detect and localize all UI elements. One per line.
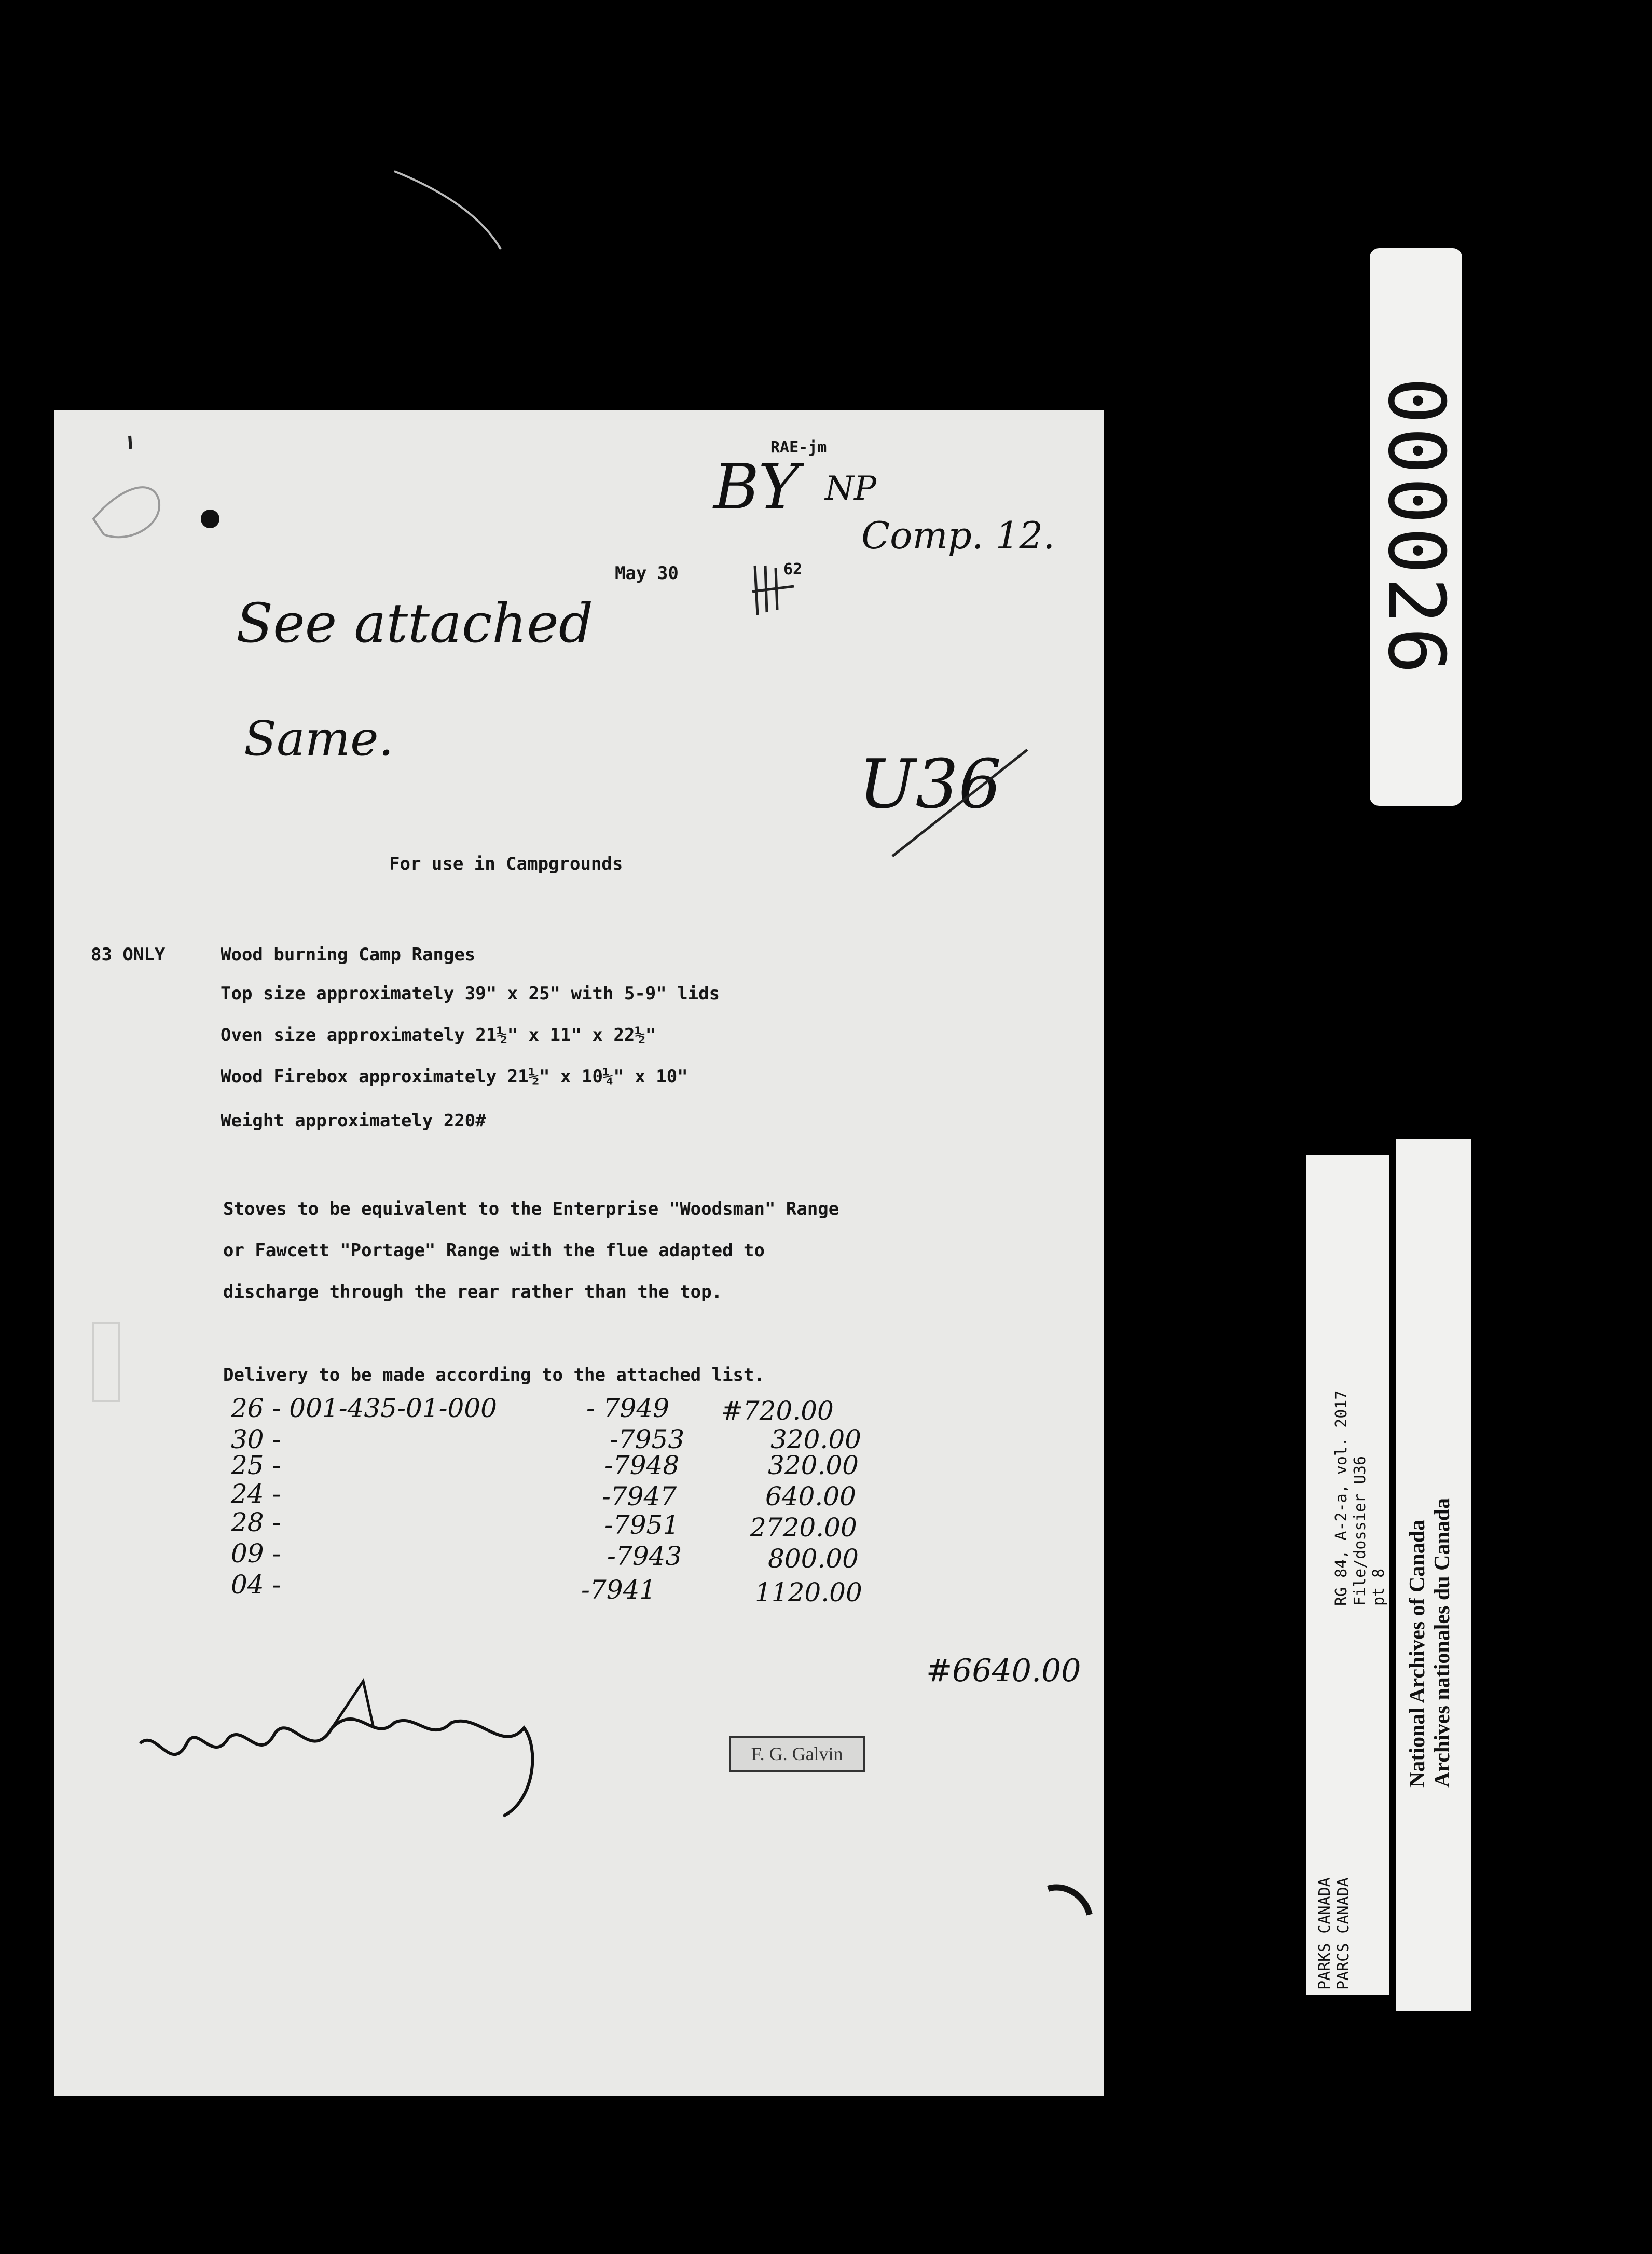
handwritten-file-code: U36 — [859, 745, 1001, 823]
delivery-line: Delivery to be made according to the attached list. — [223, 1365, 765, 1385]
account-row-number: -7943 — [607, 1541, 682, 1571]
account-row-code: 09 - — [231, 1538, 281, 1569]
account-row-amount: 2720.00 — [750, 1513, 857, 1543]
handwritten-see-attached: See attached — [236, 592, 594, 655]
document-date: May 30 — [615, 563, 679, 584]
account-row-amount: #720.00 — [721, 1396, 834, 1426]
frame-number: 000026 — [1371, 377, 1461, 677]
paragraph-line: or Fawcett "Portage" Range with the flue adapted to — [223, 1240, 765, 1261]
account-row-code: 28 - — [231, 1507, 281, 1537]
parks-canada-label: PARKS CANADA PARCS CANADA — [1316, 1877, 1353, 1990]
handwritten-same: Same. — [244, 711, 394, 766]
institution-label — [1396, 1139, 1471, 2011]
handwritten-total: #6640.00 — [926, 1653, 1081, 1689]
account-row-code: 26 - 001-435-01-000 — [231, 1393, 497, 1423]
account-row-amount: 1120.00 — [755, 1577, 862, 1607]
account-row-code: 04 - — [231, 1570, 281, 1600]
record-group-reference: RG 84, A-2-a, vol. 2017 File/dossier U36 pt 8 — [1332, 1390, 1388, 1606]
document-heading: For use in Campgrounds — [389, 854, 623, 874]
account-row-amount: 800.00 — [768, 1544, 859, 1574]
account-row-amount: 640.00 — [765, 1481, 856, 1511]
name-stamp: F. G. Galvin — [729, 1736, 865, 1772]
frame-number-strip — [1370, 248, 1462, 806]
account-row-amount: 320.00 — [768, 1450, 859, 1480]
reference-code: RAE-jm — [770, 438, 827, 457]
archive-reference-label — [1306, 1155, 1389, 1995]
account-row-number: -7948 — [604, 1450, 680, 1480]
account-row-number: -7941 — [581, 1575, 656, 1605]
account-row-number: -7947 — [602, 1481, 677, 1511]
spec-line: Oven size approximately 21½" x 11" x 22½" — [221, 1025, 656, 1046]
handwritten-initials: BY — [713, 451, 800, 524]
handwritten-comp: Comp. 12. — [861, 514, 1055, 557]
order-quantity: 83 ONLY — [91, 944, 166, 965]
paragraph-line: Stoves to be equivalent to the Enterprise "Woodsman" Range — [223, 1199, 839, 1219]
account-row-code: 25 - — [231, 1450, 281, 1480]
spec-line: Wood Firebox approximately 21½" x 10¼" x 10" — [221, 1066, 688, 1087]
institution-name: National Archives of Canada Archives nationales du Canada — [1406, 1497, 1454, 1788]
handwritten-np: NP — [825, 470, 877, 508]
spec-line: Weight approximately 220# — [221, 1110, 486, 1131]
paragraph-line: discharge through the rear rather than the top. — [223, 1282, 723, 1302]
document-year: 62 — [783, 560, 803, 579]
account-row-amount: 320.00 — [770, 1424, 861, 1454]
account-row-number: - 7949 — [586, 1393, 670, 1423]
account-row-code: 30 - — [231, 1424, 281, 1454]
account-row-number: -7951 — [604, 1510, 680, 1540]
spec-line: Top size approximately 39" x 25" with 5-9" lids — [221, 983, 720, 1004]
account-row-code: 24 - — [231, 1479, 281, 1509]
account-row-number: -7953 — [610, 1424, 685, 1454]
spec-line: Wood burning Camp Ranges — [221, 944, 476, 965]
